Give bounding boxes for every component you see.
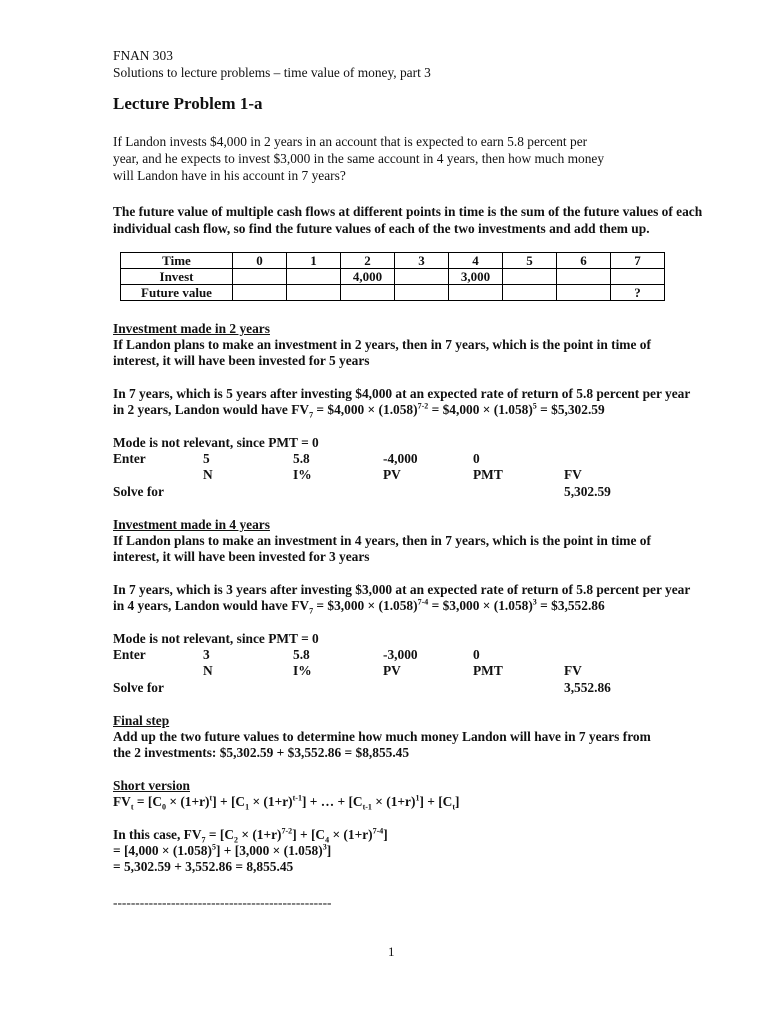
section-heading-inv4: Investment made in 4 years	[113, 517, 270, 532]
timeline-cell	[611, 269, 665, 285]
timeline-cell	[503, 269, 557, 285]
case-formula: In this case, $FV_7 = [C_2 \times (1+r)^{7-2}] + [C_4 \times (1+r)^{7-4}]$	[113, 826, 388, 845]
case-result: = 5,302.59 + 3,552.86 = 8,855.45	[113, 859, 294, 874]
problem-line-1: If Landon invests $4,000 in 2 years in an account that is expected to earn 5.8 percent per	[113, 134, 588, 149]
timeline-cell: 4	[449, 253, 503, 269]
inv2-text-1: If Landon plans to make an investment in 2 years, then in 7 years, which is the point in time of	[113, 337, 651, 352]
problem-title: Lecture Problem 1-a	[113, 94, 263, 113]
timeline-cell: 7	[611, 253, 665, 269]
section-heading-short: Short version	[113, 778, 190, 793]
document-subtitle: Solutions to lecture problems – time value of money, part 3	[113, 65, 431, 80]
timeline-row-invest	[121, 269, 665, 285]
page-number: 1	[388, 944, 395, 959]
inv4-text-1: If Landon plans to make an investment in 4 years, then in 7 years, which is the point in time of	[113, 533, 651, 548]
timeline-row-time	[121, 253, 665, 269]
case-substitution: = $[4,000 \times (1.058)^5] + [3,000 \times (1.058)^3]$	[113, 842, 332, 858]
timeline-cell: 1	[287, 253, 341, 269]
timeline-cell	[503, 285, 557, 301]
section-heading-final: Final step	[113, 713, 170, 728]
timeline-cell	[233, 269, 287, 285]
inv2-mode-note: Mode is not relevant, since PMT = 0	[113, 435, 319, 450]
timeline-label: Invest	[121, 269, 233, 285]
inv2-fv-intro: In 7 years, which is 5 years after investing $4,000 at an expected rate of return of 5.8 percent per year	[113, 386, 691, 401]
timeline-cell	[233, 285, 287, 301]
final-text-1: Add up the two future values to determine how much money Landon will have in 7 years from	[113, 729, 651, 744]
timeline-cell: 3	[395, 253, 449, 269]
inv4-mode-note: Mode is not relevant, since PMT = 0	[113, 631, 319, 646]
section-heading-inv2: Investment made in 2 years	[113, 321, 270, 336]
timeline-cell: 4,000	[341, 269, 395, 285]
course-code: FNAN 303	[113, 48, 173, 63]
timeline-cell: 5	[503, 253, 557, 269]
timeline-cell	[395, 285, 449, 301]
problem-line-3: will Landon have in his account in 7 years?	[113, 168, 346, 183]
timeline-cell	[395, 269, 449, 285]
timeline-cell: 3,000	[449, 269, 503, 285]
inv2-text-2: interest, it will have been invested for 5 years	[113, 353, 370, 368]
inv2-fv-equation: in 2 years, Landon would have $FV_7$ = $4,000 × $(1.058)^{7-2}$ = $4,000 × $(1.058)^5$ = $5,302.59	[113, 401, 605, 420]
timeline-cell	[341, 285, 395, 301]
timeline-cell	[449, 285, 503, 301]
timeline-cell	[557, 285, 611, 301]
timeline-cell	[557, 269, 611, 285]
timeline-cell	[287, 285, 341, 301]
timeline-cell: 0	[233, 253, 287, 269]
timeline-cell: ?	[611, 285, 665, 301]
intro-line-1: The future value of multiple cash flows at different points in time is the sum of the future values of each	[113, 204, 703, 219]
timeline-label: Time	[121, 253, 233, 269]
timeline-label: Future value	[121, 285, 233, 301]
timeline-cell	[287, 269, 341, 285]
problem-line-2: year, and he expects to invest $3,000 in the same account in 4 years, then how much money	[113, 151, 605, 166]
timeline-cell: 2	[341, 253, 395, 269]
inv4-fv-equation: in 4 years, Landon would have $FV_7$ = $3,000 × $(1.058)^{7-4}$ = $3,000 × $(1.058)^3$ = $3,552.86	[113, 597, 605, 616]
final-text-2: the 2 investments: $5,302.59 + $3,552.86 = $8,855.45	[113, 745, 410, 760]
section-divider: -------------------------------------------------	[113, 895, 332, 910]
timeline-cell: 6	[557, 253, 611, 269]
general-formula: $FV_t = [C_0 \times (1+r)^t] + [C_1 \times (1+r)^{t-1}]$ + … + $[C_{t-1} \times (1+r)^1] + [C_t]$	[113, 793, 460, 812]
intro-line-2: individual cash flow, so find the future values of each of the two investments and add them up.	[113, 221, 650, 236]
inv4-fv-intro: In 7 years, which is 3 years after investing $3,000 at an expected rate of return of 5.8 percent per year	[113, 582, 691, 597]
cash-flow-timeline	[120, 252, 665, 301]
inv4-text-2: interest, it will have been invested for 3 years	[113, 549, 370, 564]
timeline-row-future-value	[121, 285, 665, 301]
